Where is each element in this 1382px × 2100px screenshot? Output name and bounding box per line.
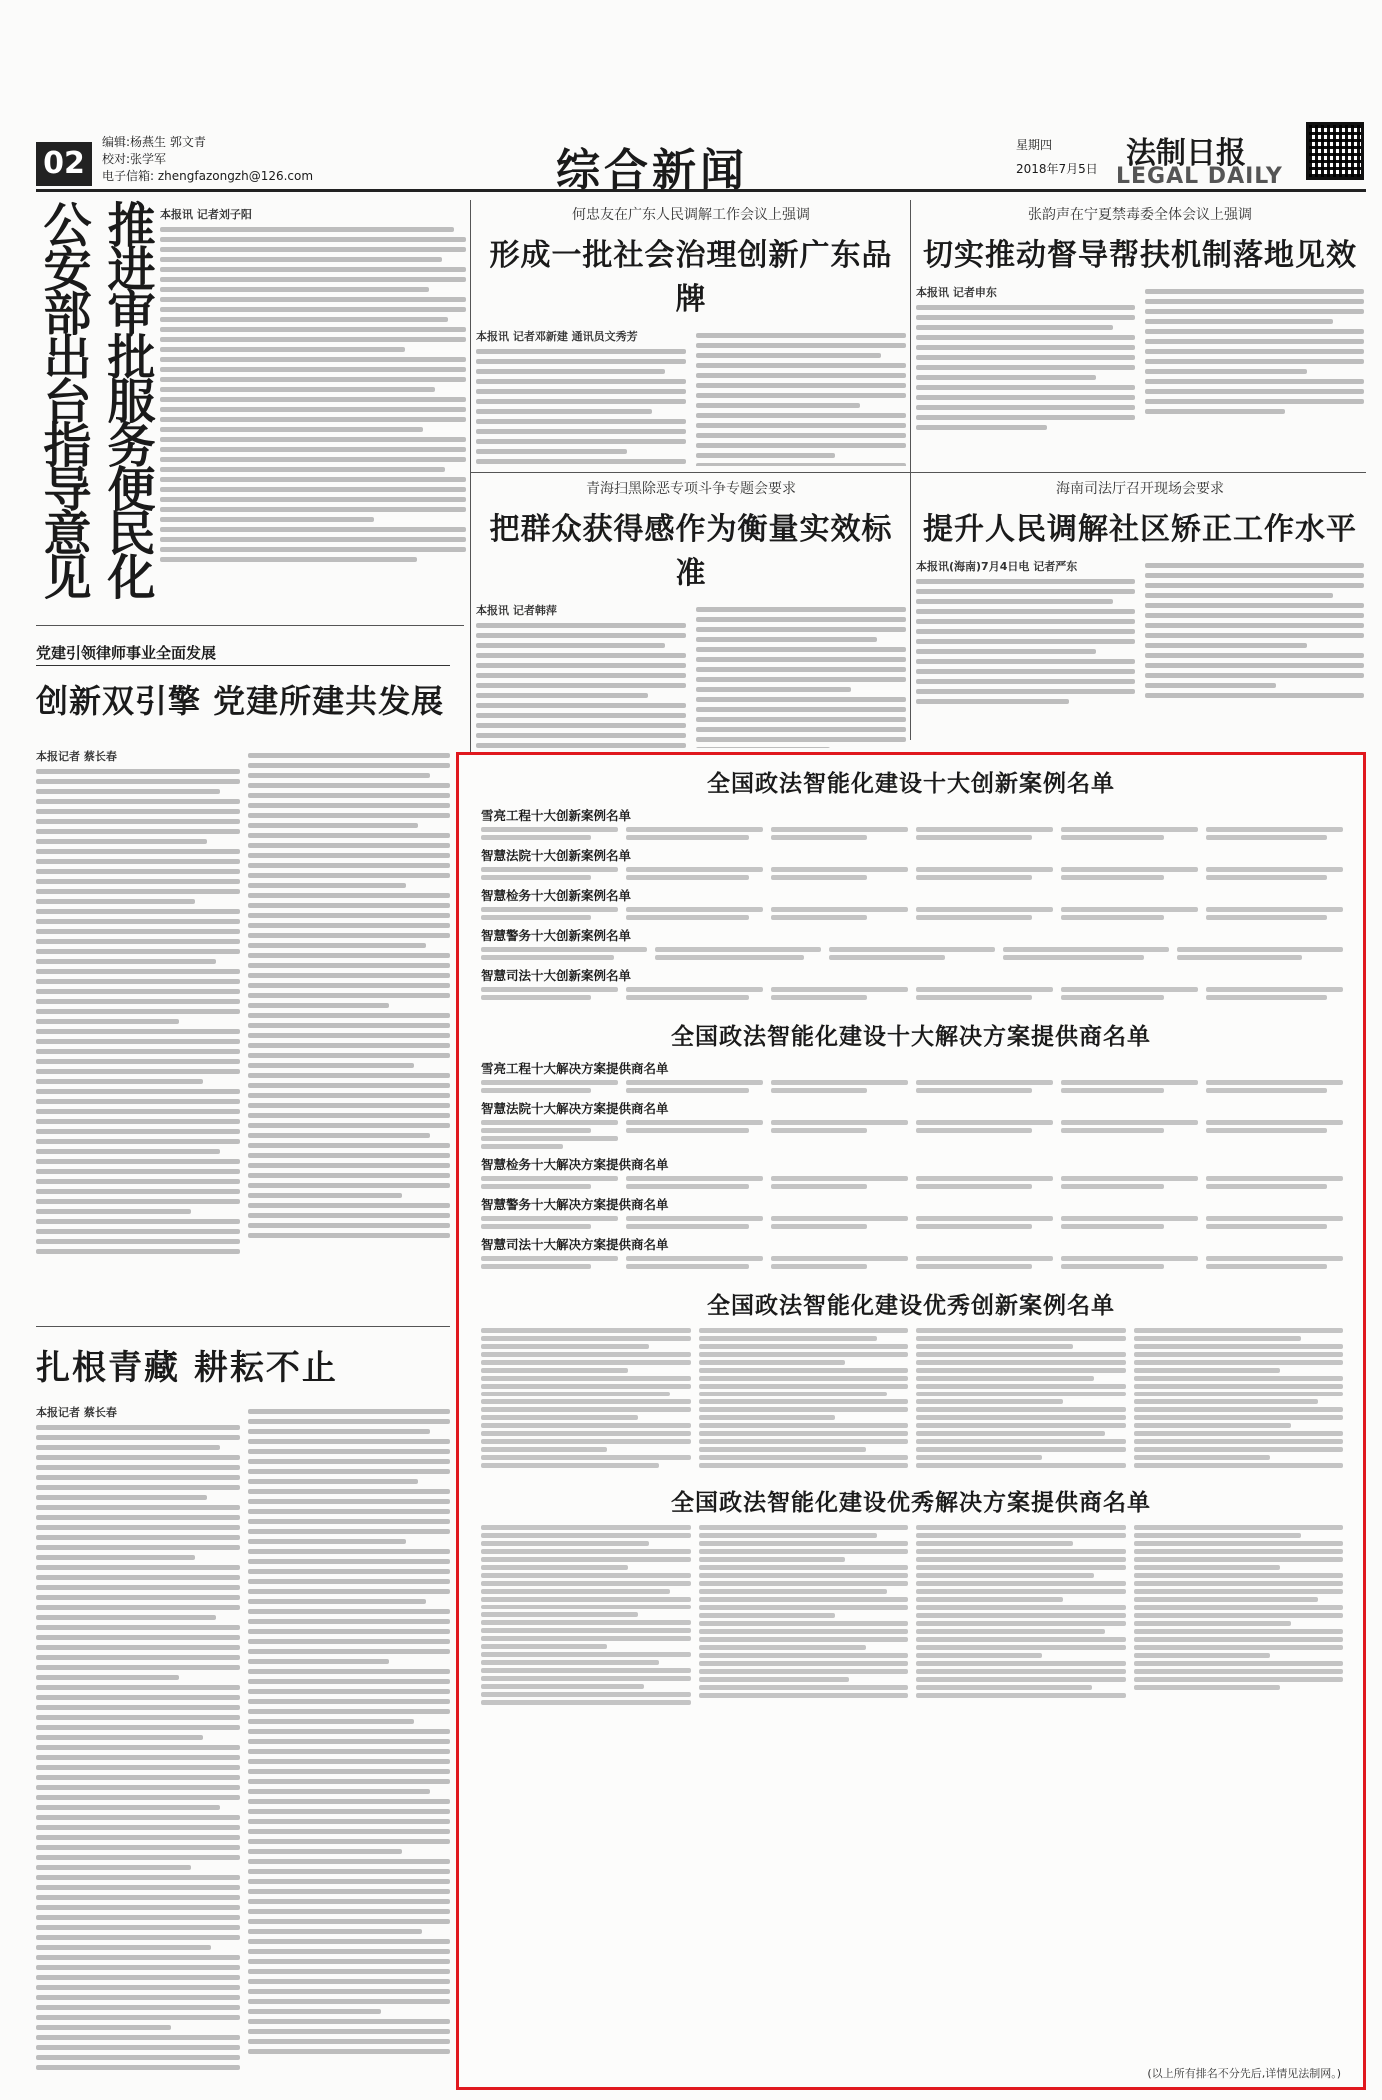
story-byline: 本报讯(海南)7月4日电 记者严东: [916, 560, 1078, 573]
list2-category: 智慧司法十大解决方案提供商名单: [481, 1237, 669, 1252]
story-guangdong: [476, 204, 906, 466]
lead-story-body: [160, 206, 466, 614]
column-story1-body-a: [36, 748, 240, 1318]
headline-left-column: 公安部出台指导意见: [35, 200, 91, 596]
paper-name-cn: 法制日报: [1126, 136, 1246, 171]
footnote: (以上所有排名不分先后,详情见法制网。): [1147, 2067, 1341, 2080]
story-kicker: 何忠友在广东人民调解工作会议上强调: [572, 207, 810, 223]
column-story1-byline: 本报记者 蔡长春: [36, 750, 117, 763]
section-title: 综合新闻: [556, 145, 748, 196]
list3-title: 全国政法智能化建设优秀创新案例名单: [707, 1293, 1115, 1319]
column-banner: [36, 642, 450, 666]
list2-category: 智慧检务十大解决方案提供商名单: [481, 1157, 669, 1172]
editors-line: 编辑:杨燕生 郭文青: [102, 135, 206, 149]
paper-name-en: LEGAL DAILY: [1116, 164, 1283, 189]
story-kicker: 青海扫黑除恶专项斗争专题会要求: [586, 481, 796, 497]
list2-title: 全国政法智能化建设十大解决方案提供商名单: [671, 1024, 1151, 1050]
masthead: [36, 128, 1366, 196]
column-story2-body-a: [36, 1404, 240, 2084]
list1-category: 智慧法院十大创新案例名单: [481, 848, 632, 863]
column-story2-byline: 本报记者 蔡长春: [36, 1406, 117, 1419]
column-story1-headline: 创新双引擎 党建所建共发展: [36, 682, 445, 720]
qr-code-icon: [1306, 122, 1364, 180]
story-qinghai: [476, 478, 906, 748]
award-lists-box: [456, 752, 1366, 2090]
story-kicker: 海南司法厅召开现场会要求: [1056, 481, 1224, 497]
page-number: 02: [36, 142, 92, 186]
list4-title: 全国政法智能化建设优秀解决方案提供商名单: [671, 1490, 1151, 1516]
story-headline: 把群众获得感作为衡量实效标准: [489, 512, 893, 591]
email-line: 电子信箱: zhengfazongzh@126.com: [102, 169, 314, 183]
column-story2-head: [36, 1340, 450, 1400]
lead-byline: 本报讯 记者刘子阳: [160, 208, 252, 221]
list1-category: 智慧司法十大创新案例名单: [481, 968, 632, 983]
story-headline: 形成一批社会治理创新广东品牌: [489, 238, 893, 317]
column-story1-body-b: [248, 748, 450, 1318]
list2-category: 智慧法院十大解决方案提供商名单: [481, 1101, 669, 1116]
editor-credits: [102, 134, 313, 185]
story-byline: 本报讯 记者韩萍: [476, 604, 557, 617]
column-story1-head: [36, 676, 450, 746]
column-story2-body-b: [248, 1404, 450, 2084]
story-ningxia: [916, 204, 1364, 466]
lead-vertical-headline: [36, 200, 154, 610]
headline-right-column: 推进审批服务便民化: [99, 200, 155, 596]
story-byline: 本报讯 记者邓新建 通讯员文秀芳: [476, 330, 638, 343]
story-kicker: 张韵声在宁夏禁毒委全体会议上强调: [1028, 207, 1252, 223]
column-banner-title: 党建引领律师事业全面发展: [36, 644, 217, 662]
story-byline: 本报讯 记者申东: [916, 286, 997, 299]
list1-title: 全国政法智能化建设十大创新案例名单: [707, 771, 1115, 797]
issue-date: 2018年7月5日: [1016, 162, 1098, 176]
list2-category: 智慧警务十大解决方案提供商名单: [481, 1197, 669, 1212]
list1-category: 雪亮工程十大创新案例名单: [481, 808, 632, 823]
story-headline: 提升人民调解社区矫正工作水平: [923, 512, 1357, 547]
list1-category: 智慧检务十大创新案例名单: [481, 888, 632, 903]
list1-category: 智慧警务十大创新案例名单: [481, 928, 632, 943]
proofreader-line: 校对:张学军: [102, 152, 167, 166]
weekday: 星期四: [1016, 138, 1053, 152]
list2-category: 雪亮工程十大解决方案提供商名单: [481, 1061, 669, 1076]
story-headline: 切实推动督导帮扶机制落地见效: [923, 238, 1357, 273]
column-story2-headline: 扎根青藏 耕耘不止: [36, 1348, 338, 1388]
story-hainan: [916, 478, 1364, 738]
